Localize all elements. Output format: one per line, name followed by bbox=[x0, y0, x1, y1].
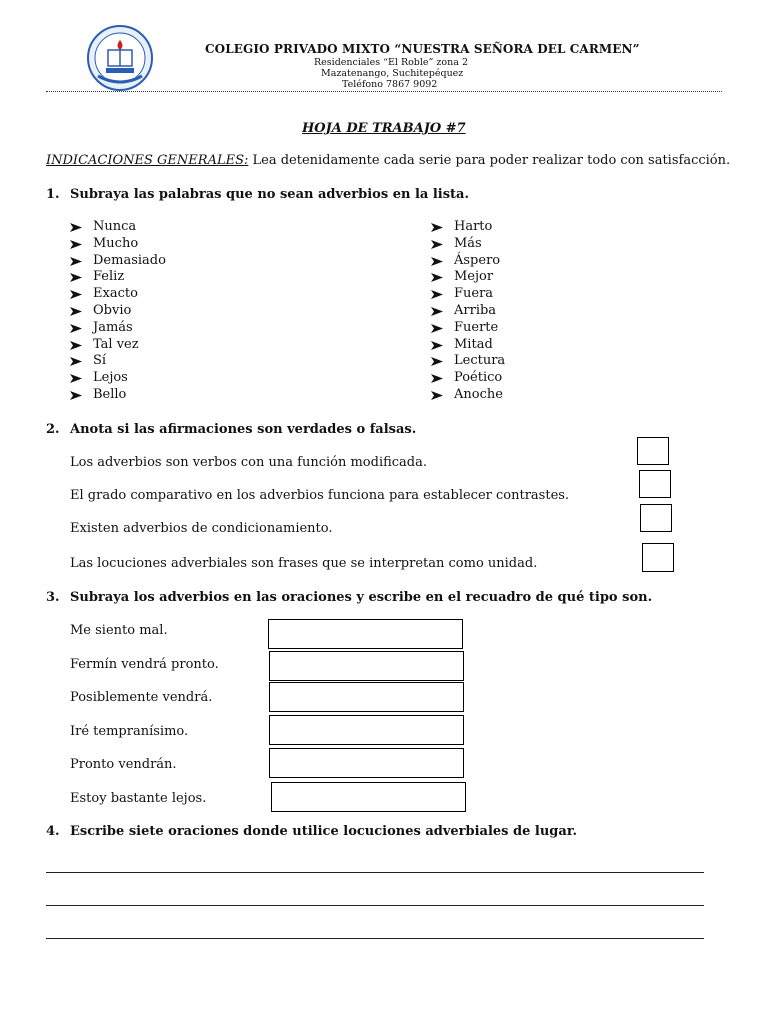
adverb-type-box-2[interactable] bbox=[269, 651, 464, 681]
list-item bbox=[70, 337, 166, 354]
arrow-bullet-icon bbox=[431, 324, 443, 333]
list-item bbox=[431, 353, 505, 370]
arrow-bullet-icon bbox=[70, 374, 82, 383]
statement-2: El grado comparativo en los adverbios funciona para establecer contrastes. bbox=[70, 488, 570, 503]
true-false-box-2[interactable] bbox=[639, 470, 671, 498]
list-item bbox=[70, 387, 166, 404]
answer-line-1[interactable] bbox=[46, 872, 704, 873]
school-city: Mazatenango, Suchitepéquez bbox=[321, 68, 464, 79]
word: Lejos bbox=[93, 370, 128, 386]
arrow-bullet-icon bbox=[70, 257, 82, 266]
section-3-text: Subraya los adverbios en las oraciones y escribe en el recuadro de qué tipo son. bbox=[70, 590, 653, 605]
sentence-5: Pronto vendrán. bbox=[70, 757, 177, 772]
word: Mejor bbox=[454, 269, 494, 285]
general-instructions bbox=[46, 153, 730, 168]
word: Jamás bbox=[93, 319, 133, 335]
word: Feliz bbox=[93, 269, 125, 285]
word: Mucho bbox=[93, 235, 139, 251]
arrow-bullet-icon bbox=[431, 391, 443, 400]
section-3-number: 3. bbox=[46, 590, 60, 605]
true-false-box-1[interactable] bbox=[637, 437, 669, 465]
list-item bbox=[431, 219, 505, 236]
sentence-3: Posiblemente vendrá. bbox=[70, 690, 213, 705]
word: Nunca bbox=[93, 219, 137, 234]
list-item bbox=[70, 353, 166, 370]
arrow-bullet-icon bbox=[431, 341, 443, 350]
word: Áspero bbox=[454, 252, 501, 268]
word: Poético bbox=[454, 370, 503, 386]
word: Mitad bbox=[454, 336, 493, 352]
word: Fuerte bbox=[454, 319, 499, 335]
list-item bbox=[431, 320, 505, 337]
adverb-type-box-6[interactable] bbox=[271, 782, 466, 812]
adverb-type-box-5[interactable] bbox=[269, 748, 464, 778]
list-item bbox=[70, 320, 166, 337]
word: Fuera bbox=[454, 286, 494, 302]
school-logo bbox=[86, 24, 154, 92]
answer-line-2[interactable] bbox=[46, 905, 704, 906]
list-item bbox=[70, 253, 166, 270]
word: Bello bbox=[93, 386, 127, 402]
arrow-bullet-icon bbox=[70, 357, 82, 366]
section-3-heading bbox=[46, 590, 652, 605]
school-address: Residenciales “El Roble” zona 2 bbox=[314, 57, 468, 68]
word: Anoche bbox=[454, 386, 503, 402]
section-2-heading bbox=[46, 422, 416, 437]
arrow-bullet-icon bbox=[70, 273, 82, 282]
word: Harto bbox=[454, 219, 493, 234]
arrow-bullet-icon bbox=[70, 307, 82, 316]
sentence-2: Fermín vendrá pronto. bbox=[70, 657, 219, 672]
answer-line-3[interactable] bbox=[46, 938, 704, 939]
adverb-type-box-3[interactable] bbox=[269, 682, 464, 712]
arrow-bullet-icon bbox=[70, 290, 82, 299]
list-item bbox=[431, 337, 505, 354]
list-item bbox=[70, 370, 166, 387]
list-item bbox=[431, 370, 505, 387]
arrow-bullet-icon bbox=[431, 223, 443, 232]
arrow-bullet-icon bbox=[431, 307, 443, 316]
list-item bbox=[431, 387, 505, 404]
sentence-4: Iré tempranísimo. bbox=[70, 724, 189, 739]
list-item bbox=[70, 236, 166, 253]
header-divider bbox=[46, 91, 722, 92]
arrow-bullet-icon bbox=[70, 391, 82, 400]
statement-1: Los adverbios son verbos con una función modificada. bbox=[70, 455, 428, 470]
word: Más bbox=[454, 235, 482, 251]
section-4-text: Escribe siete oraciones donde utilice locuciones adverbiales de lugar. bbox=[70, 824, 577, 839]
statement-3: Existen adverbios de condicionamiento. bbox=[70, 521, 333, 536]
list-item bbox=[70, 219, 166, 236]
worksheet-title: HOJA DE TRABAJO #7 bbox=[302, 121, 466, 136]
list-item bbox=[431, 253, 505, 270]
arrow-bullet-icon bbox=[431, 273, 443, 282]
section-1-text: Subraya las palabras que no sean adverbios en la lista. bbox=[70, 187, 469, 202]
word: Obvio bbox=[93, 302, 132, 318]
list-item bbox=[70, 303, 166, 320]
section-4-heading bbox=[46, 824, 577, 839]
word-list-right bbox=[431, 219, 505, 404]
list-item bbox=[431, 269, 505, 286]
section-1-heading bbox=[46, 187, 469, 202]
adverb-type-box-1[interactable] bbox=[268, 619, 463, 649]
word: Demasiado bbox=[93, 252, 166, 268]
sentence-6: Estoy bastante lejos. bbox=[70, 791, 207, 806]
arrow-bullet-icon bbox=[70, 324, 82, 333]
arrow-bullet-icon bbox=[431, 290, 443, 299]
list-item bbox=[70, 286, 166, 303]
section-2-text: Anota si las afirmaciones son verdades o falsas. bbox=[70, 422, 417, 437]
list-item bbox=[431, 286, 505, 303]
statement-4: Las locuciones adverbiales son frases que se interpretan como unidad. bbox=[70, 556, 538, 571]
arrow-bullet-icon bbox=[70, 341, 82, 350]
instructions-label: INDICACIONES GENERALES: bbox=[46, 153, 249, 168]
word: Arriba bbox=[454, 302, 497, 318]
word: Sí bbox=[93, 353, 107, 369]
word-list-left bbox=[70, 219, 166, 404]
arrow-bullet-icon bbox=[70, 223, 82, 232]
arrow-bullet-icon bbox=[431, 257, 443, 266]
list-item bbox=[431, 303, 505, 320]
adverb-type-box-4[interactable] bbox=[269, 715, 464, 745]
section-4-number: 4. bbox=[46, 824, 60, 839]
school-name: COLEGIO PRIVADO MIXTO “NUESTRA SEÑORA DEL CARMEN” bbox=[205, 42, 640, 56]
section-2-number: 2. bbox=[46, 422, 60, 437]
instructions-text: Lea detenidamente cada serie para poder realizar todo con satisfacción. bbox=[248, 153, 731, 168]
arrow-bullet-icon bbox=[431, 374, 443, 383]
true-false-box-3[interactable] bbox=[640, 504, 672, 532]
arrow-bullet-icon bbox=[70, 240, 82, 249]
section-1-number: 1. bbox=[46, 187, 60, 202]
true-false-box-4[interactable] bbox=[642, 543, 674, 572]
arrow-bullet-icon bbox=[431, 240, 443, 249]
arrow-bullet-icon bbox=[431, 357, 443, 366]
word: Tal vez bbox=[93, 336, 139, 352]
word: Lectura bbox=[454, 353, 506, 369]
word: Exacto bbox=[93, 286, 138, 302]
list-item bbox=[431, 236, 505, 253]
list-item bbox=[70, 269, 166, 286]
sentence-1: Me siento mal. bbox=[70, 623, 168, 638]
school-phone: Teléfono 7867 9092 bbox=[342, 79, 438, 90]
